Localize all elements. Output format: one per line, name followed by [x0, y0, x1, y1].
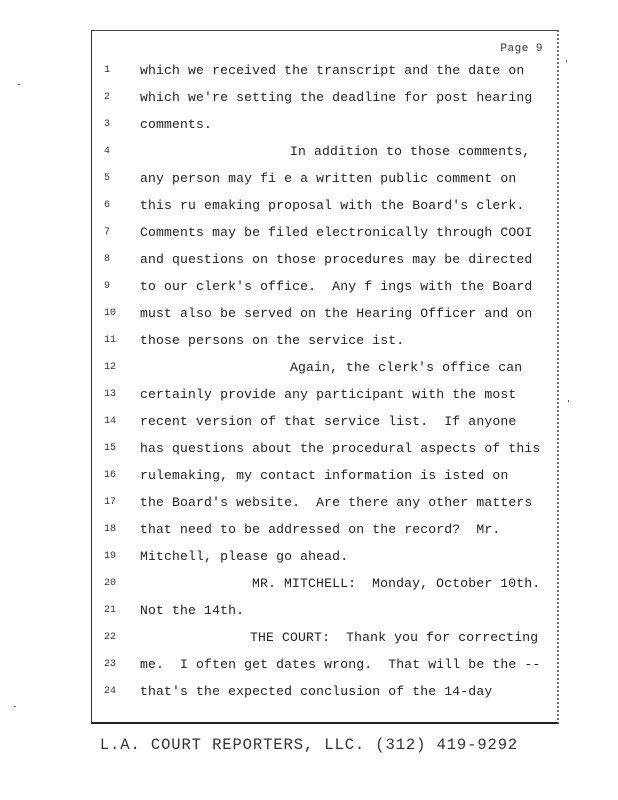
transcript-line	[92, 603, 557, 630]
line-text: Mitchell, please go ahead.	[140, 549, 349, 564]
line-text: THE COURT: Thank you for correcting	[250, 630, 539, 645]
line-text: that's the expected conclusion of the 14-day	[140, 684, 493, 699]
line-number: 19	[104, 551, 117, 562]
transcript-line	[92, 657, 557, 684]
line-number: 10	[104, 308, 117, 319]
transcript-line	[92, 360, 557, 387]
page-number: Page 9	[500, 43, 543, 55]
line-text: rulemaking, my contact information is isted on	[140, 468, 509, 483]
line-number: 6	[104, 200, 111, 211]
line-number: 12	[104, 362, 117, 373]
line-text: Again, the clerk's office can	[290, 360, 523, 375]
line-text: MR. MITCHELL: Monday, October 10th.	[252, 576, 541, 591]
line-text: has questions about the procedural aspects of this	[140, 441, 541, 456]
transcript-line	[92, 198, 557, 225]
transcript-line	[92, 549, 557, 576]
court-reporter-footer: L.A. COURT REPORTERS, LLC. (312) 419-9292	[99, 736, 519, 754]
line-text: Comments may be filed electronically through COOI	[140, 225, 533, 240]
line-number: 1	[104, 65, 111, 76]
line-number: 2	[104, 92, 111, 103]
transcript-line	[92, 576, 557, 603]
transcript-line	[92, 90, 557, 117]
line-text: to our clerk's office. Any f ings with the Board	[140, 279, 533, 294]
line-text: and questions on those procedures may be directed	[140, 252, 533, 267]
scan-speck	[14, 706, 16, 707]
line-number: 7	[104, 227, 111, 238]
line-number: 20	[104, 578, 117, 589]
line-number: 8	[104, 254, 111, 265]
transcript-line	[92, 522, 557, 549]
line-text: those persons on the service ist.	[140, 333, 405, 348]
scan-speck	[568, 400, 569, 402]
line-number: 14	[104, 416, 117, 427]
line-number: 11	[104, 335, 117, 346]
transcript-line	[92, 333, 557, 360]
transcript-line	[92, 414, 557, 441]
line-text: this ru emaking proposal with the Board's clerk.	[140, 198, 525, 213]
transcript-line	[92, 63, 557, 90]
line-text: Not the 14th.	[140, 603, 245, 618]
line-text: certainly provide any participant with the most	[140, 387, 517, 402]
transcript-line	[92, 441, 557, 468]
line-number: 3	[104, 119, 111, 130]
line-text: the Board's website. Are there any other matters	[140, 495, 533, 510]
transcript-line	[92, 387, 557, 414]
transcript-line	[92, 144, 557, 171]
transcript-line	[92, 684, 557, 711]
transcript-line	[92, 495, 557, 522]
line-text: In addition to those comments,	[290, 144, 531, 159]
line-number: 16	[104, 470, 117, 481]
line-text: any person may fi e a written public comment on	[140, 171, 517, 186]
line-text: that need to be addressed on the record? Mr.	[140, 522, 501, 537]
transcript-page	[91, 30, 559, 724]
transcript-line	[92, 225, 557, 252]
line-number: 18	[104, 524, 117, 535]
line-text: me. I often get dates wrong. That will be the --	[140, 657, 541, 672]
line-number: 13	[104, 389, 117, 400]
line-text: comments.	[140, 117, 213, 132]
transcript-line	[92, 252, 557, 279]
line-number: 15	[104, 443, 117, 454]
transcript-line	[92, 468, 557, 495]
line-text: must also be served on the Hearing Officer and on	[140, 306, 533, 321]
line-number: 23	[104, 659, 117, 670]
scan-speck	[566, 60, 567, 62]
transcript-line	[92, 117, 557, 144]
transcript-line	[92, 171, 557, 198]
transcript-lines	[92, 63, 557, 711]
line-number: 9	[104, 281, 111, 292]
line-text: which we're setting the deadline for post hearing	[140, 90, 533, 105]
line-number: 5	[104, 173, 111, 184]
line-number: 22	[104, 632, 117, 643]
transcript-line	[92, 279, 557, 306]
line-number: 24	[104, 686, 117, 697]
transcript-line	[92, 630, 557, 657]
line-text: recent version of that service list. If anyone	[140, 414, 517, 429]
line-number: 17	[104, 497, 117, 508]
line-number: 21	[104, 605, 117, 616]
line-text: which we received the transcript and the date on	[140, 63, 525, 78]
scan-speck	[18, 84, 20, 85]
line-number: 4	[104, 146, 111, 157]
transcript-line	[92, 306, 557, 333]
